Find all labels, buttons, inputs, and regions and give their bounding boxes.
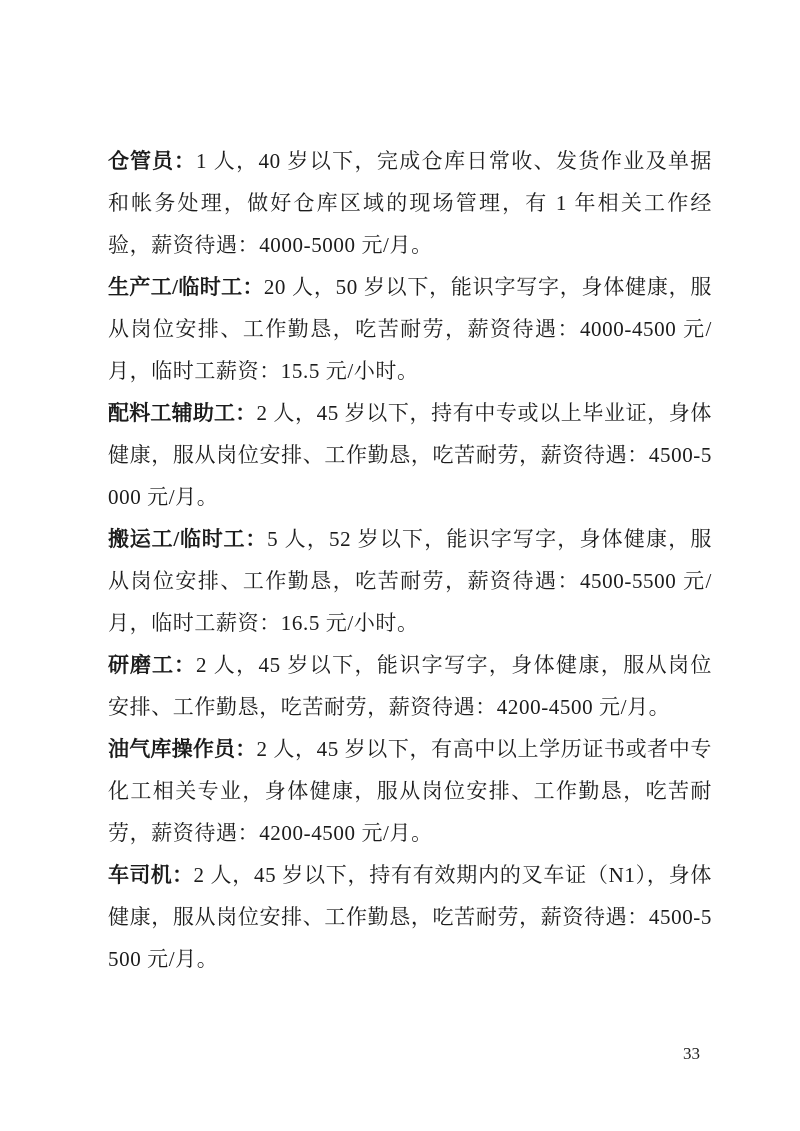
job-paragraph-forklift-driver (108, 854, 712, 980)
job-paragraph-oil-gas-depot-operator (108, 728, 712, 854)
job-title: 生产工/临时工： (108, 275, 264, 299)
job-paragraph-warehouse-keeper (108, 140, 712, 266)
job-description: 1 人，40 岁以下，完成仓库日常收、发货作业及单据和帐务处理，做好仓库区域的现场管理，有 1 年相关工作经验，薪资待遇：4000-5000 元/月。 (108, 149, 712, 257)
job-title: 仓管员： (108, 149, 196, 173)
job-title: 配料工辅助工： (108, 401, 257, 425)
job-paragraph-ingredient-assistant (108, 392, 712, 518)
job-listings (108, 140, 712, 980)
job-paragraph-grinding-worker (108, 644, 712, 728)
job-paragraph-porter (108, 518, 712, 644)
job-paragraph-production-worker (108, 266, 712, 392)
job-description: 5 人，52 岁以下，能识字写字，身体健康，服从岗位安排、工作勤恳，吃苦耐劳，薪资待遇：4500-5500 元/月，临时工薪资：16.5 元/小时。 (108, 527, 712, 635)
job-description: 2 人，45 岁以下，持有有效期内的叉车证（N1），身体健康，服从岗位安排、工作勤恳，吃苦耐劳，薪资待遇：4500-5500 元/月。 (108, 863, 712, 971)
job-description: 2 人，45 岁以下，有高中以上学历证书或者中专化工相关专业，身体健康，服从岗位安排、工作勤恳，吃苦耐劳，薪资待遇：4200-4500 元/月。 (108, 737, 712, 845)
job-description: 20 人，50 岁以下，能识字写字，身体健康，服从岗位安排、工作勤恳，吃苦耐劳，薪资待遇：4000-4500 元/月，临时工薪资：15.5 元/小时。 (108, 275, 713, 383)
job-description: 2 人，45 岁以下，能识字写字，身体健康，服从岗位安排、工作勤恳，吃苦耐劳，薪资待遇：4200-4500 元/月。 (108, 653, 712, 719)
job-title: 油气库操作员： (108, 737, 257, 761)
job-description: 2 人，45 岁以下，持有中专或以上毕业证，身体健康，服从岗位安排、工作勤恳，吃苦耐劳，薪资待遇：4500-5000 元/月。 (108, 401, 712, 509)
job-title: 研磨工： (108, 653, 196, 677)
job-title: 车司机： (108, 863, 194, 887)
job-title: 搬运工/临时工： (108, 527, 268, 551)
page-number: 33 (683, 1044, 700, 1063)
